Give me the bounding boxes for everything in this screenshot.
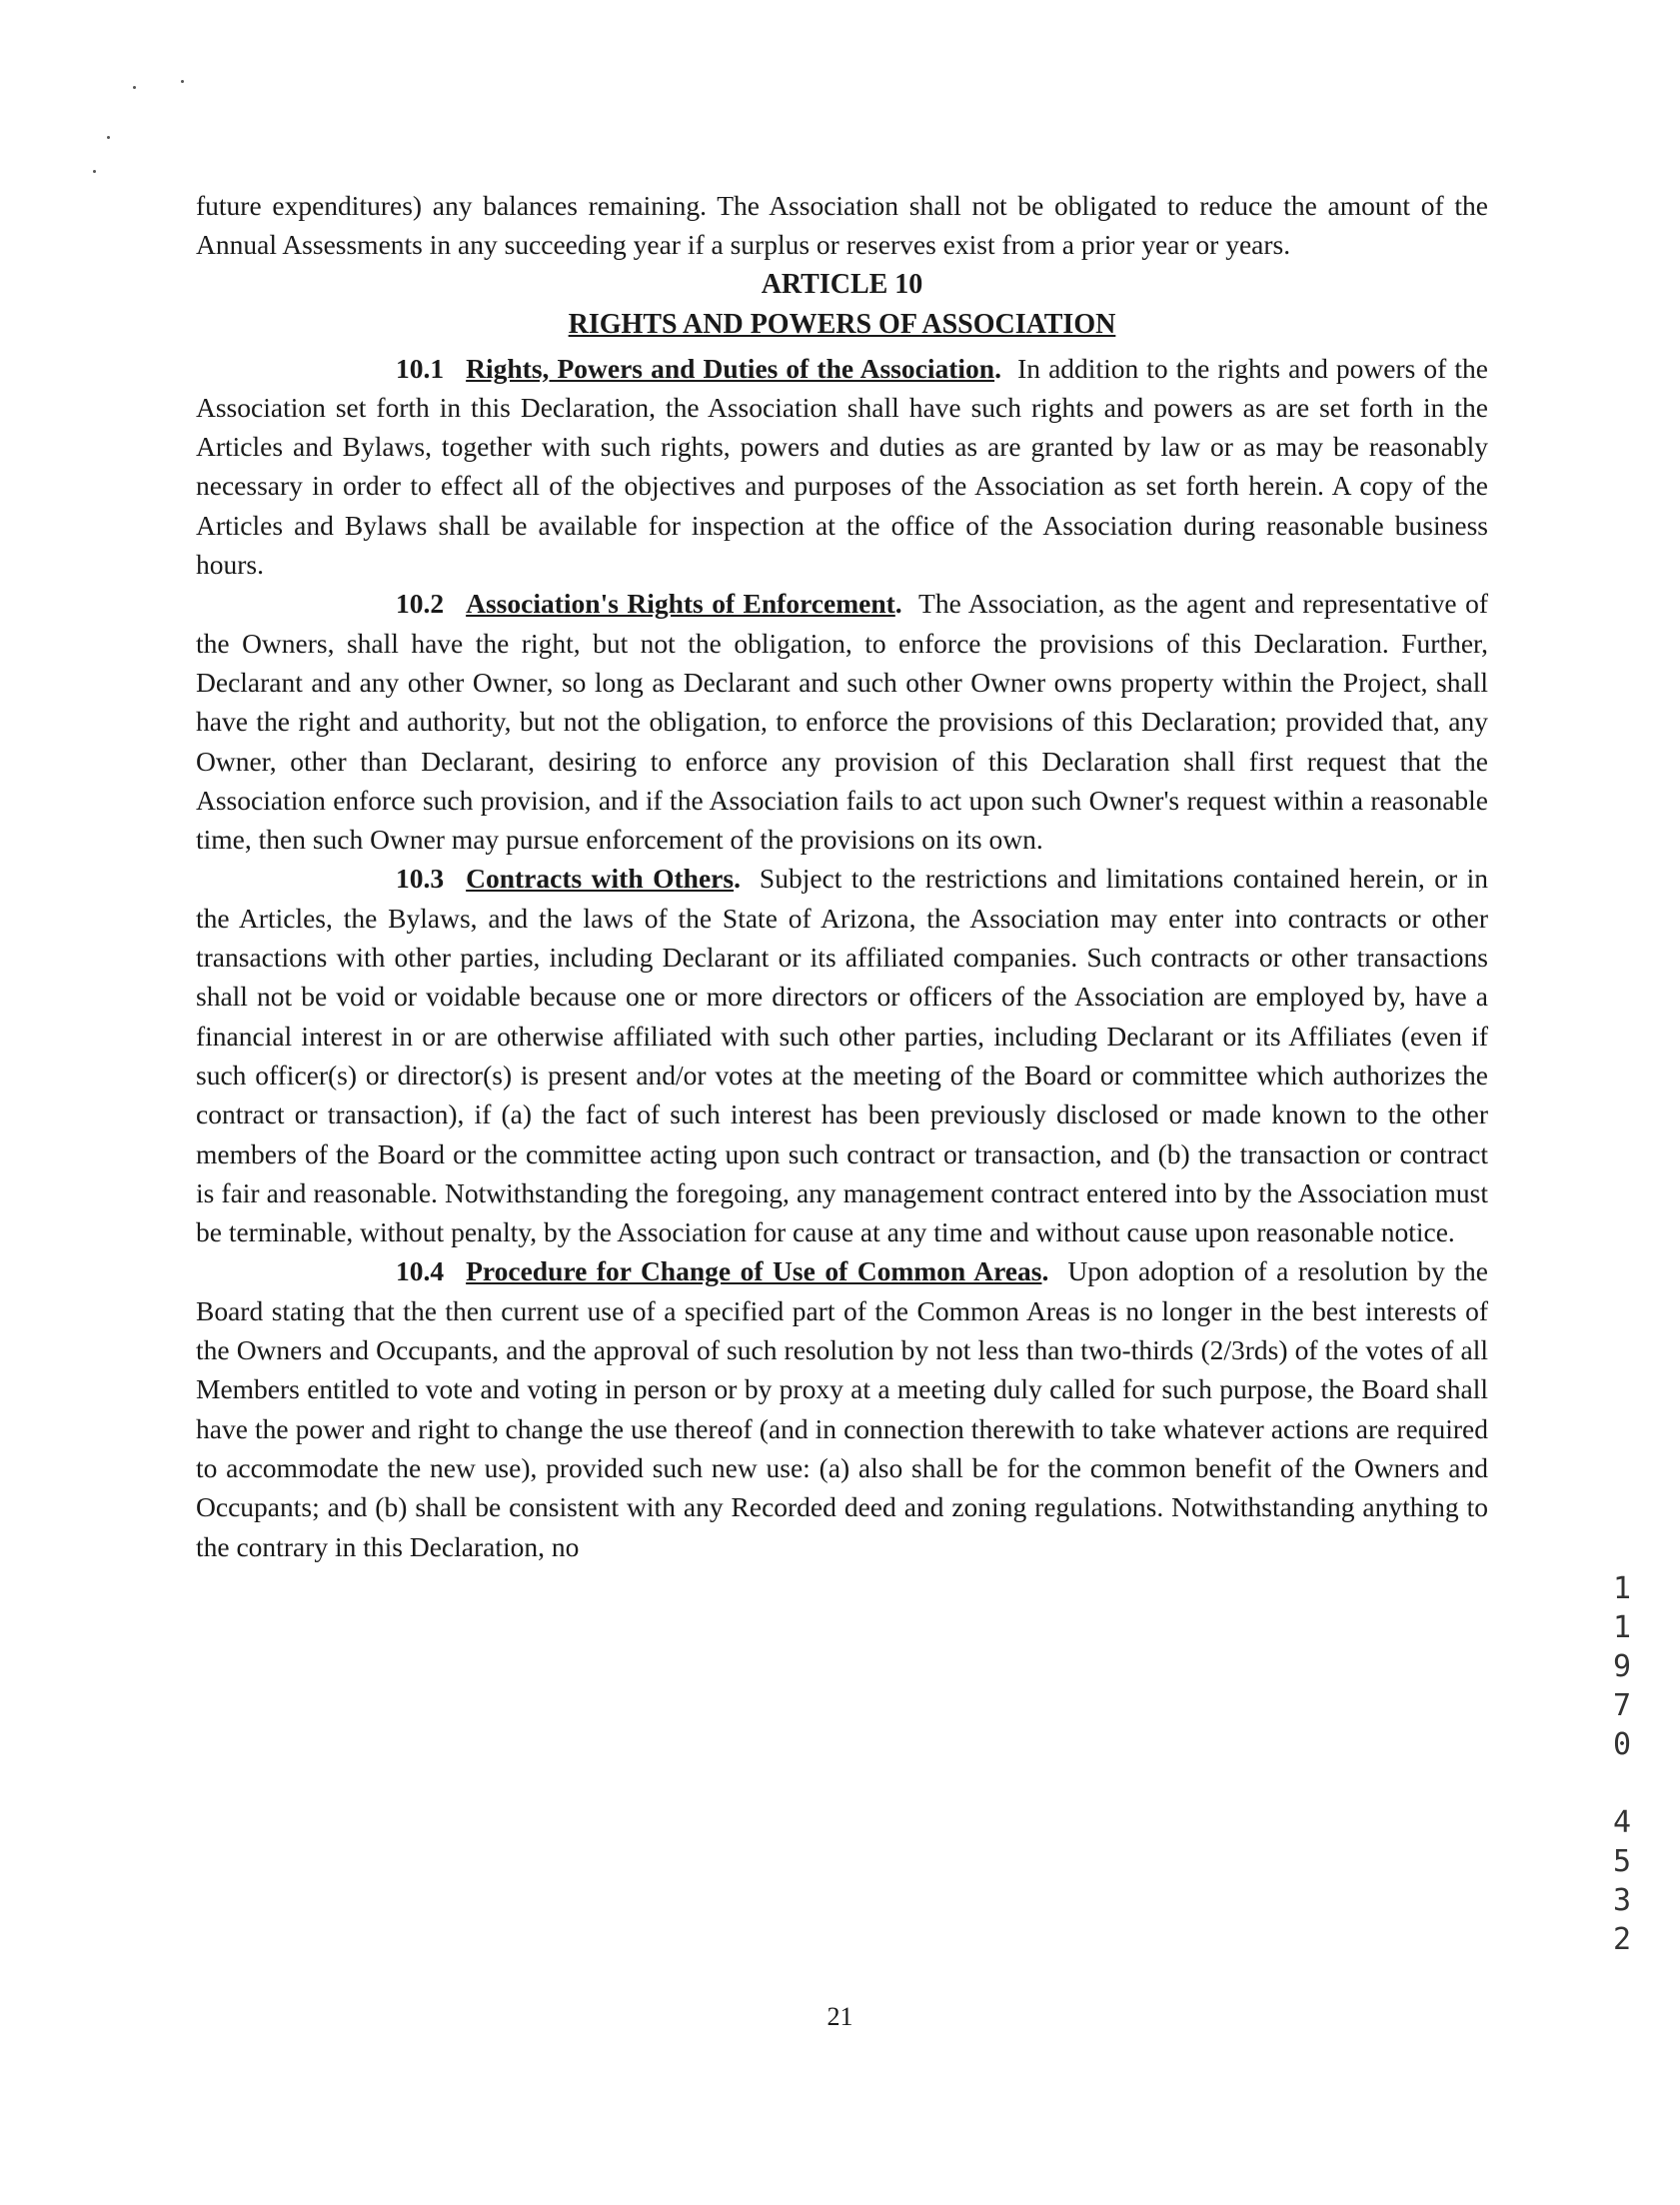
section-10-3: 10.3 Contracts with Others. Subject to the restrictions and limitations contained herein, or in the Articles, the Bylaws, and the laws of the State of Arizona, the Association may enter into contracts or other transactions with other parties, including Declarant or its affiliated companies. Such contracts or other transactions shall not be void or voidable because one or more directors or officers of the Association are employed by, have a financial interest in or are otherwise affiliated with such other parties, including Declarant or its Affiliates (even if such officer(s) or director(s) is present and/or votes at the meeting of the Board or committee which authorizes the contract or transaction), if (a) the fact of such interest has been previously disclosed or made known to the other members of the Board or the committee acting upon such contract or transaction, and (b) the transaction or contract is fair and reasonable. Notwithstanding the foregoing, any management contract entered into by the Association must be terminable, without penalty, by the Association for cause at any time and without cause upon reasonable notice.: [196, 863, 1489, 1248]
scan-speck: [181, 80, 184, 83]
recording-digit: 0: [1612, 1727, 1632, 1762]
scan-speck: [107, 136, 110, 139]
recording-gap: [1607, 1764, 1637, 1803]
recording-digit: 4: [1612, 1805, 1632, 1840]
recording-digit: 9: [1612, 1649, 1632, 1684]
section-number: 10.4: [396, 1255, 445, 1287]
section-number: 10.1: [396, 352, 445, 384]
section-body: In addition to the rights and powers of the Association set forth in this Declaration, the Association shall have such rights and powers as are set forth in the Articles and Bylaws, together with such rights, powers and duties as are granted by law or as may be reasonably necessary in order to effect all of the objectives and purposes of the Association as set forth herein. A copy of the Articles and Bylaws shall be available for inspection at the office of the Association during reasonable business hours.: [196, 352, 1489, 581]
section-body: The Association, as the agent and representative of the Owners, shall have the right, but not the obligation, to enforce the provisions of this Declaration. Further, Declarant and any other Owner, so long as Declarant and such other Owner owns property within the Project, shall have the right and authority, but not the obligation, to enforce the provisions of this Declaration; provided that, any Owner, other than Declarant, desiring to enforce any provision of this Declaration shall first request that the Association enforce such provision, and if the Association fails to act upon such Owner's request within a reasonable time, then such Owner may pursue enforcement of the provisions on its own.: [196, 588, 1488, 856]
section-10-2: 10.2 Association's Rights of Enforcement. The Association, as the agent and representative of the Owners, shall have the right, but not the obligation, to enforce the provisions of this Declaration. Further, Declarant and any other Owner, so long as Declarant and such other Owner owns property within the Project, shall have the right and authority, but not the obligation, to enforce the provisions of this Declaration; provided that, any Owner, other than Declarant, desiring to enforce any provision of this Declaration shall first request that the Association enforce such provision, and if the Association fails to act upon such Owner's request within a reasonable time, then such Owner may pursue enforcement of the provisions on its own.: [196, 588, 1488, 856]
section-body: Upon adoption of a resolution by the Board stating that the then current use of a specified part of the Common Areas is no longer in the best interests of the Owners and Occupants, and the approval of such resolution by not less than two-thirds (2/3rds) of the votes of all Members entitled to vote and voting in person or by proxy at a meeting duly called for such purpose, the Board shall have the power and right to change the use thereof (and in connection therewith to take whatever actions are required to accommodate the new use), provided such new use: (a) also shall be for the common benefit of the Owners and Occupants; and (b) shall be consistent with any Recorded deed and zoning regulations. Notwithstanding anything to the contrary in this Declaration, no: [196, 1255, 1488, 1562]
page-number: 21: [827, 2002, 853, 2031]
scan-speck: [133, 86, 136, 89]
section-heading: Procedure for Change of Use of Common Areas: [466, 1255, 1042, 1287]
recording-digit: 1: [1612, 1571, 1632, 1606]
document-body: [196, 186, 1488, 1566]
section-heading: Contracts with Others: [466, 863, 735, 895]
section-body: Subject to the restrictions and limitations contained herein, or in the Articles, the Bylaws, and the laws of the State of Arizona, the Association may enter into contracts or other transactions with other parties, including Declarant or its affiliated companies. Such contracts or other transactions shall not be void or voidable because one or more directors or officers of the Association are employed by, have a financial interest in or are otherwise affiliated with such other parties, including Declarant or its Affiliates (even if such officer(s) or director(s) is present and/or votes at the meeting of the Board or committee which authorizes the contract or transaction), if (a) the fact of such interest has been previously disclosed or made known to the other members of the Board or the committee acting upon such contract or transaction, and (b) the transaction or contract is fair and reasonable. Notwithstanding the foregoing, any management contract entered into by the Association must be terminable, without penalty, by the Association for cause at any time and without cause upon reasonable notice.: [196, 863, 1489, 1248]
scan-speck: [93, 170, 96, 173]
section-10-1: 10.1 Rights, Powers and Duties of the Association. In addition to the rights and powers of the Association set forth in this Declaration, the Association shall have such rights and powers as are set forth in the Articles and Bylaws, together with such rights, powers and duties as are granted by law or as may be reasonably necessary in order to effect all of the objectives and purposes of the Association as set forth herein. A copy of the Articles and Bylaws shall be available for inspection at the office of the Association during reasonable business hours.: [196, 352, 1489, 581]
section-number: 10.3: [396, 863, 445, 895]
section-heading: Association's Rights of Enforcement: [466, 588, 895, 620]
carryover-paragraph: future expenditures) any balances remaining. The Association shall not be obligated to reduce the amount of the Annual Assessments in any succeeding year if a surplus or reserves exist from a prior year or years.: [196, 190, 1488, 261]
recording-digit: 5: [1612, 1844, 1632, 1879]
recording-digit: 3: [1612, 1883, 1632, 1918]
section-heading: Rights, Powers and Duties of the Association: [466, 352, 995, 384]
recording-number: [1607, 1569, 1637, 1959]
recording-digit: 7: [1612, 1688, 1632, 1723]
recording-digit: 1: [1612, 1610, 1632, 1645]
article-heading: ARTICLE 10: [761, 268, 923, 300]
recording-digit: 2: [1612, 1922, 1632, 1957]
article-title: RIGHTS AND POWERS OF ASSOCIATION: [568, 308, 1116, 340]
section-10-4: 10.4 Procedure for Change of Use of Common Areas. Upon adoption of a resolution by the Board stating that the then current use of a specified part of the Common Areas is no longer in the best interests of the Owners and Occupants, and the approval of such resolution by not less than two-thirds (2/3rds) of the votes of all Members entitled to vote and voting in person or by proxy at a meeting duly called for such purpose, the Board shall have the power and right to change the use thereof (and in connection therewith to take whatever actions are required to accommodate the new use), provided such new use: (a) also shall be for the common benefit of the Owners and Occupants; and (b) shall be consistent with any Recorded deed and zoning regulations. Notwithstanding anything to the contrary in this Declaration, no: [196, 1255, 1488, 1562]
section-number: 10.2: [396, 588, 445, 620]
